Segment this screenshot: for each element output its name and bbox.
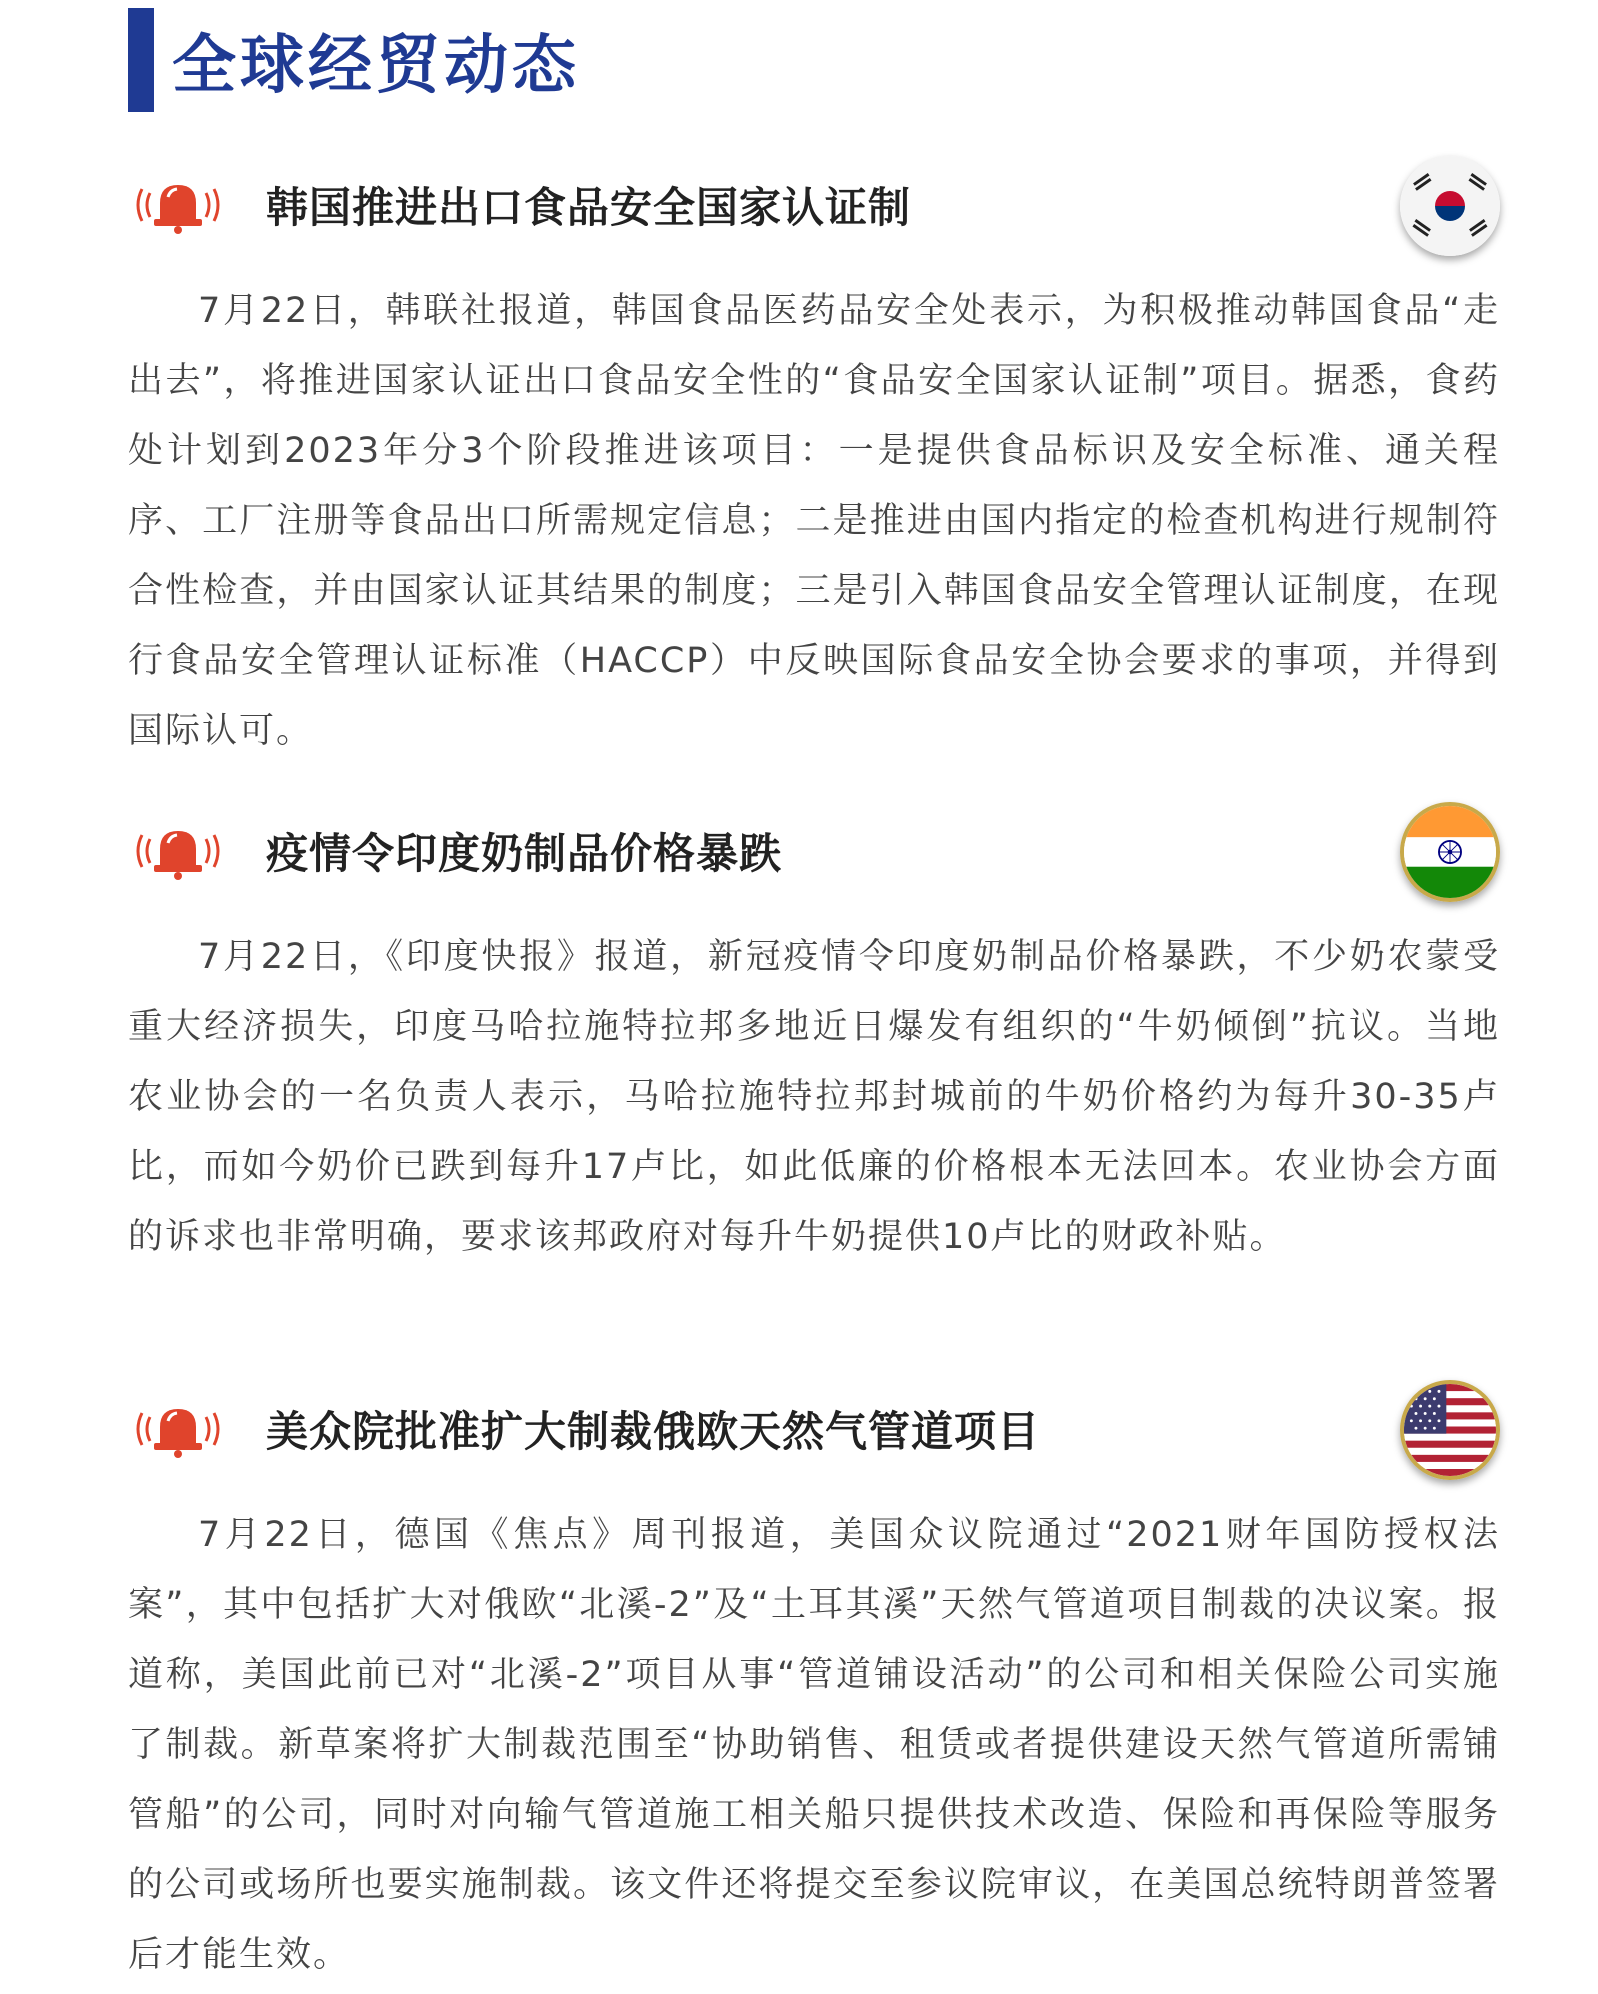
south-korea-flag-icon (1400, 156, 1500, 256)
header-accent-bar (128, 8, 154, 112)
article-title: 疫情令印度奶制品价格暴跌 (266, 829, 783, 878)
page-title: 全球经贸动态 (172, 29, 580, 103)
article-body: 7月22日，《印度快报》报道，新冠疫情令印度奶制品价格暴跌，不少奶农蒙受重大经济损失，印度马哈拉施特拉邦多地近日爆发有组织的“牛奶倾倒”抗议。当地农业协会的一名负责人表示，马哈拉施特拉邦封城前的牛奶价格约为每升30-35卢比，而如今奶价已跌到每升17卢比，如此低廉的价格根本无法回本。农业协会方面的诉求也非常明确，要求该邦政府对每升牛奶提供10卢比的财政补贴。 (128, 937, 1500, 1257)
alarm-bell-icon (128, 821, 228, 881)
news-article (128, 150, 1500, 766)
article-header (128, 1374, 1500, 1484)
article-header (128, 796, 1500, 906)
article-body: 7月22日，德国《焦点》周刊报道，美国众议院通过“2021财年国防授权法案”，其中包括扩大对俄欧“北溪-2”及“土耳其溪”天然气管道项目制裁的决议案。报道称，美国此前已对“北溪-2”项目从事“管道铺设活动”的公司和相关保险公司实施了制裁。新草案将扩大制裁范围至“协助销售、租赁或者提供建设天然气管道所需铺管船”的公司，同时对向输气管道施工相关船只提供技术改造、保险和再保险等服务的公司或场所也要实施制裁。该文件还将提交至参议院审议，在美国总统特朗普签署后才能生效。 (128, 1515, 1500, 1975)
alarm-bell-icon (128, 1399, 228, 1459)
article-title: 韩国推进出口食品安全国家认证制 (266, 183, 912, 232)
usa-flag-icon (1400, 1380, 1500, 1480)
article-title: 美众院批准扩大制裁俄欧天然气管道项目 (266, 1407, 1041, 1456)
article-body: 7月22日，韩联社报道，韩国食品医药品安全处表示，为积极推动韩国食品“走出去”，将推进国家认证出口食品安全性的“食品安全国家认证制”项目。据悉，食药处计划到2023年分3个阶段推进该项目：一是提供食品标识及安全标准、通关程序、工厂注册等食品出口所需规定信息；二是推进由国内指定的检查机构进行规制符合性检查，并由国家认证其结果的制度；三是引入韩国食品安全管理认证制度，在现行食品安全管理认证标准（HACCP）中反映国际食品安全协会要求的事项，并得到国际认可。 (128, 291, 1500, 751)
section-header (128, 8, 580, 112)
news-article (128, 796, 1500, 1272)
alarm-bell-icon (128, 175, 228, 235)
india-flag-icon (1400, 802, 1500, 902)
news-article (128, 1374, 1500, 1990)
article-header (128, 150, 1500, 260)
